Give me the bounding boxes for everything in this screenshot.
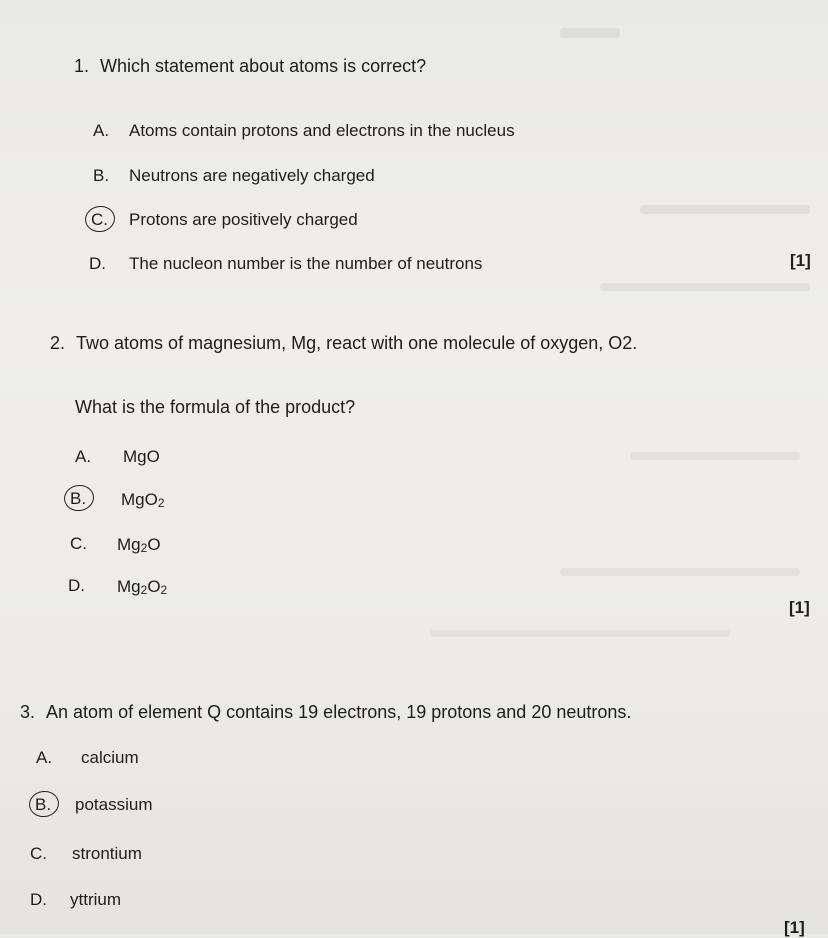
option-letter: D. bbox=[89, 254, 106, 273]
question-text: Two atoms of magnesium, Mg, react with one molecule of oxygen, O2. bbox=[76, 333, 638, 353]
option-formula bbox=[123, 447, 160, 467]
show-through-smudge bbox=[430, 630, 730, 637]
option-text: potassium bbox=[75, 795, 153, 814]
q1-option-d[interactable] bbox=[89, 254, 483, 274]
option-text: Protons are positively charged bbox=[129, 210, 358, 229]
option-letter: A. bbox=[93, 121, 110, 140]
formula-subscript: 2 bbox=[157, 496, 165, 510]
option-letter: C. bbox=[30, 844, 47, 863]
option-text: yttrium bbox=[70, 890, 121, 909]
q1-option-a[interactable] bbox=[93, 121, 515, 141]
q3-option-b[interactable] bbox=[35, 795, 153, 815]
formula-part: MgO bbox=[123, 447, 160, 466]
question-number: 2. bbox=[50, 333, 66, 353]
option-letter-circled: B. bbox=[70, 489, 87, 508]
option-formula bbox=[121, 490, 165, 510]
question-3-prompt bbox=[20, 702, 631, 723]
option-letter: C. bbox=[70, 534, 87, 553]
option-text: Atoms contain protons and electrons in the nucleus bbox=[129, 121, 515, 140]
option-formula bbox=[117, 577, 167, 597]
option-letter-circled: B. bbox=[35, 795, 52, 814]
q1-option-b[interactable] bbox=[93, 166, 375, 186]
formula-part: Mg bbox=[117, 535, 141, 554]
formula-subscript: 2 bbox=[160, 583, 168, 597]
option-letter: B. bbox=[93, 166, 110, 185]
question-2-subprompt: What is the formula of the product? bbox=[75, 397, 356, 417]
show-through-smudge bbox=[640, 205, 810, 214]
formula-part: O bbox=[147, 577, 161, 596]
option-formula bbox=[117, 535, 161, 555]
q3-option-c[interactable] bbox=[30, 844, 142, 864]
formula-subscript: 2 bbox=[140, 541, 148, 555]
show-through-smudge bbox=[560, 568, 800, 576]
option-text: Neutrons are negatively charged bbox=[129, 166, 375, 185]
formula-part: O bbox=[147, 535, 161, 554]
q1-option-c[interactable] bbox=[91, 210, 358, 230]
q2-option-a[interactable] bbox=[75, 447, 160, 467]
show-through-smudge bbox=[630, 452, 800, 460]
option-letter: D. bbox=[30, 890, 47, 909]
question-text: An atom of element Q contains 19 electrons, 19 protons and 20 neutrons. bbox=[46, 702, 632, 722]
formula-part: MgO bbox=[121, 490, 158, 509]
question-1-prompt bbox=[74, 56, 426, 77]
q2-marks: [1] bbox=[789, 598, 810, 617]
option-text: The nucleon number is the number of neutrons bbox=[129, 254, 483, 273]
q3-option-d[interactable] bbox=[30, 890, 121, 910]
option-text: strontium bbox=[72, 844, 142, 863]
question-number: 1. bbox=[74, 56, 90, 76]
question-2-prompt bbox=[50, 333, 637, 354]
q3-option-a[interactable] bbox=[36, 748, 139, 768]
option-letter: A. bbox=[75, 447, 92, 466]
formula-part: Mg bbox=[117, 577, 141, 596]
option-letter-circled: C. bbox=[91, 210, 108, 229]
q2-option-b[interactable] bbox=[70, 489, 165, 510]
q2-option-c[interactable] bbox=[70, 534, 161, 555]
show-through-smudge bbox=[600, 283, 810, 291]
q2-option-d[interactable] bbox=[68, 576, 168, 597]
option-letter: D. bbox=[68, 576, 85, 595]
option-text: calcium bbox=[81, 748, 139, 767]
option-letter: A. bbox=[36, 748, 53, 767]
show-through-smudge bbox=[560, 28, 620, 38]
formula-subscript: 2 bbox=[140, 583, 148, 597]
q1-marks: [1] bbox=[790, 251, 811, 270]
question-text: Which statement about atoms is correct? bbox=[100, 56, 427, 76]
q3-marks: [1] bbox=[784, 918, 805, 937]
question-number: 3. bbox=[20, 702, 36, 722]
